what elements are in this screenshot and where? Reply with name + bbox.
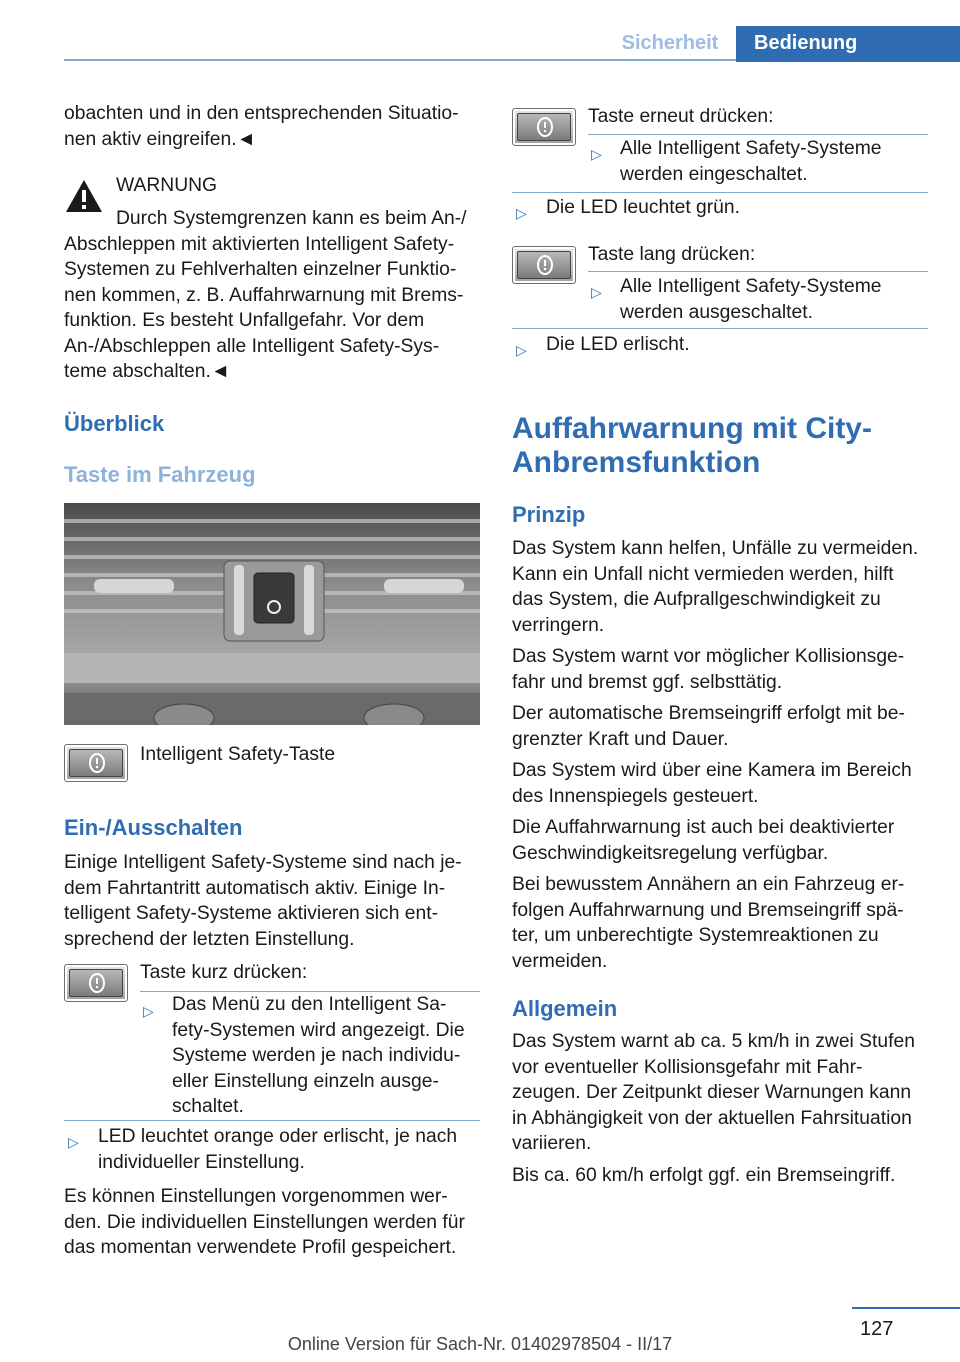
settings-text: Es können Einstellungen vorgenommen wer- den. Die individuellen Einstellungen werden für das momentan verwendete Profil gespeichert. <box>64 1186 465 1258</box>
rule-off <box>512 328 928 329</box>
page-number: 127 <box>860 1318 894 1340</box>
again-bullet-text: Alle Intelligent Safety-Systeme werden eingeschaltet. <box>620 138 882 185</box>
rule-led <box>64 1120 480 1121</box>
press-long-label: Taste lang drücken: <box>588 244 756 265</box>
warning-title: WARNUNG <box>116 175 218 196</box>
principle-text: Das System kann helfen, Unfälle zu vermeiden. Kann ein Unfall nicht vermieden werden, hilft das System, die Aufprallgeschwindigkeit zu verringern. Das System warnt vor möglicher Kollisionsge- fahr und bremst ggf. selbsttätig. Der automatische Bremseingriff erfolgt mit be- grenzter Kraft und Dauer. Das System wird über eine Kamera im Bereich des Innenspiegels gesteuert. Die Auffahrwarnung ist auch bei deaktivierter Geschwindigkeitsregelung verfügbar. Bei bewusstem Annähern an ein Fahrzeug er- folgen Auffahrwarnung und Bremseingriff spä- ter, um unberechtigte Systemreaktionen zu vermeiden. <box>512 538 919 972</box>
short-bullet-text: Das Menü zu den Intelligent Sa- fety-Systemen wird angezeigt. Die Systeme werden je nach individu- eller Einstellung einzeln ausge- schaltet. <box>172 994 465 1117</box>
heading-ein-ausschalten: Ein-/Ausschalten <box>64 815 243 840</box>
dashboard-photo <box>64 503 480 725</box>
dashboard-illustration <box>64 503 480 725</box>
safety-button-icon-long <box>512 246 576 284</box>
rule-green <box>512 192 928 193</box>
rule-long <box>588 271 928 272</box>
press-again-label: Taste erneut drücken: <box>588 106 774 127</box>
heading-taste-im-fahrzeug: Taste im Fahrzeug <box>64 462 256 487</box>
onoff-text: Einige Intelligent Safety-Systeme sind nach je- dem Fahrtantritt automatisch aktiv. Einige In- telligent Safety-Systeme aktivieren sich ent- sprechend der letzten Einstellung. <box>64 852 462 950</box>
bullet-icon: ▷ <box>68 1134 79 1150</box>
bullet-icon: ▷ <box>516 342 527 358</box>
led-green-text: Die LED leuchtet grün. <box>546 197 740 218</box>
page-number-rule <box>852 1307 960 1309</box>
bullet-icon: ▷ <box>591 284 602 300</box>
general-text: Das System warnt ab ca. 5 km/h in zwei Stufen vor eventueller Kollisionsgefahr mit Fahr- zeugen. Der Zeitpunkt dieser Warnungen kann in Abhängigkeit von der aktuellen Fahrsituation variieren. Bis ca. 60 km/h erfolgt ggf. ein Bremseingriff. <box>512 1031 915 1186</box>
warning-text: Durch Systemgrenzen kann es beim An-/ Abschleppen mit aktivierten Intelligent Safety- Systemen zu Fehlverhalten einzelner Funktio- nen kommen, z. B. Auffahrwarnung mit Brems- funktion. Es besteht Unfallgefahr. Vor dem An-/Abschleppen alle Intelligent Safety-Sys- teme abschalten.◄ <box>64 208 467 382</box>
heading-prinzip: Prinzip <box>512 502 586 527</box>
rule-again <box>588 134 928 135</box>
safety-button-icon-again <box>512 108 576 146</box>
bullet-icon: ▷ <box>516 205 527 221</box>
safety-button-icon-short <box>64 964 128 1002</box>
heading-allgemein: Allgemein <box>512 996 618 1021</box>
heading-ueberblick: Überblick <box>64 411 165 436</box>
led-off-text: Die LED erlischt. <box>546 334 690 355</box>
bullet-icon: ▷ <box>143 1003 154 1019</box>
button-caption: Intelligent Safety-Taste <box>140 744 336 765</box>
tab-bedienung[interactable]: Bedienung <box>736 26 960 62</box>
heading-auffahrwarnung: Auffahrwarnung mit City- Anbremsfunktion <box>512 412 872 479</box>
bullet-icon: ▷ <box>591 146 602 162</box>
tab-sicherheit[interactable]: Sicherheit <box>621 32 719 54</box>
led-bullet-text: LED leuchtet orange oder erlischt, je nach individueller Einstellung. <box>98 1126 458 1173</box>
intro-text: obachten und in den entsprechenden Situatio- nen aktiv eingreifen.◄ <box>64 103 459 150</box>
online-version-note: Online Version für Sach-Nr. 01402978504 - II/17 <box>287 1334 673 1354</box>
safety-button-icon <box>64 744 128 782</box>
long-bullet-text: Alle Intelligent Safety-Systeme werden ausgeschaltet. <box>620 276 882 323</box>
short-press-label: Taste kurz drücken: <box>140 962 308 983</box>
